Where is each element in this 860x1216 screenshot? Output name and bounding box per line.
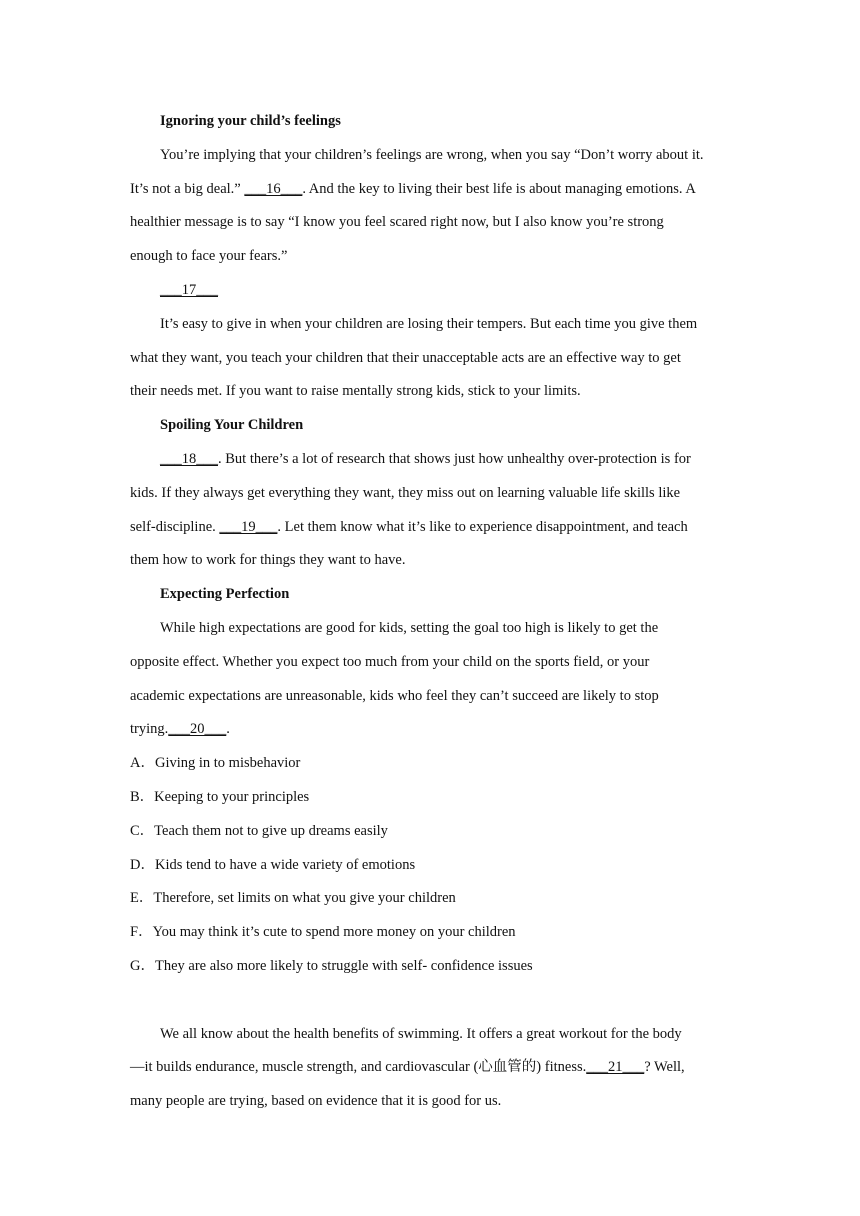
blank-21: ___21___: [586, 1059, 645, 1076]
section-spacer: [130, 984, 730, 1018]
document-page: [130, 105, 730, 1119]
paragraph-line: what they want, you teach your children that their unacceptable acts are an effective way to get: [130, 349, 681, 366]
paragraph-line: enough to face your fears.”: [130, 248, 288, 265]
text-run: self-discipline.: [130, 518, 220, 535]
section-heading-perfection: Expecting Perfection: [160, 586, 290, 603]
paragraph-spoiling: [130, 443, 730, 578]
option-e: E．Therefore, set limits on what you give your children: [130, 890, 456, 907]
paragraph-line: It’s easy to give in when your children are losing their tempers. But each time you give them: [160, 315, 698, 332]
text-run: trying.: [130, 721, 169, 738]
paragraph-swimming: [130, 1018, 730, 1119]
paragraph-line: We all know about the health benefits of swimming. It offers a great workout for the body: [160, 1025, 682, 1042]
paragraph-line: While high expectations are good for kids, setting the goal too high is likely to get the: [160, 619, 659, 636]
blank-19: ___19___: [219, 518, 278, 535]
text-run: . And the key to living their best life is about managing emotions. A: [302, 180, 696, 197]
blank-20: ___20___: [168, 721, 227, 738]
paragraph-line: their needs met. If you want to raise mentally strong kids, stick to your limits.: [130, 383, 581, 400]
paragraph-line: [130, 511, 730, 545]
text-run: . Let them know what it’s like to experience disappointment, and teach: [277, 518, 688, 535]
paragraph-feelings: [130, 139, 730, 274]
paragraph-line: [130, 173, 730, 207]
text-run: It’s not a big deal.”: [130, 180, 245, 197]
option-a: A．Giving in to misbehavior: [130, 755, 301, 772]
text-run: .: [226, 721, 230, 738]
blank-16: ___16___: [244, 180, 303, 197]
paragraph-line: opposite effect. Whether you expect too much from your child on the sports field, or your: [130, 653, 650, 670]
option-c: C．Teach them not to give up dreams easily: [130, 822, 388, 839]
blank-17-heading: [130, 274, 730, 308]
option-f: F．You may think it’s cute to spend more money on your children: [130, 924, 516, 941]
text-run: . But there’s a lot of research that shows just how unhealthy over-protection is for: [218, 450, 691, 467]
paragraph-line: healthier message is to say “I know you feel scared right now, but I also know you’re strong: [130, 214, 664, 231]
paragraph-line: You’re implying that your children’s feelings are wrong, when you say “Don’t worry about it.: [160, 146, 704, 163]
option-d: D．Kids tend to have a wide variety of emotions: [130, 856, 416, 873]
option-b: B．Keeping to your principles: [130, 788, 310, 805]
paragraph-line: kids. If they always get everything they want, they miss out on learning valuable life skills like: [130, 484, 681, 501]
paragraph-line: [130, 443, 730, 477]
section-heading-spoiling: Spoiling Your Children: [160, 417, 304, 434]
paragraph-perfection: [130, 612, 730, 747]
section-heading-feelings: Ignoring your child’s feelings: [160, 113, 341, 129]
option-g: G．They are also more likely to struggle with self- confidence issues: [130, 957, 533, 974]
text-run: —it builds endurance, muscle strength, and cardiovascular (心血管的) fitness.: [130, 1059, 587, 1076]
paragraph-line: them how to work for things they want to have.: [130, 552, 406, 569]
blank-18: ___18___: [160, 450, 218, 467]
blank-17: ___17___: [160, 281, 218, 298]
paragraph-line: academic expectations are unreasonable, kids who feel they can’t succeed are likely to stop: [130, 687, 659, 704]
options-list: [130, 747, 730, 984]
paragraph-tempers: [130, 308, 730, 409]
paragraph-line: [130, 713, 730, 747]
paragraph-line: [130, 1051, 730, 1085]
text-run: ? Well,: [644, 1059, 685, 1076]
paragraph-line: many people are trying, based on evidence that it is good for us.: [130, 1093, 502, 1110]
